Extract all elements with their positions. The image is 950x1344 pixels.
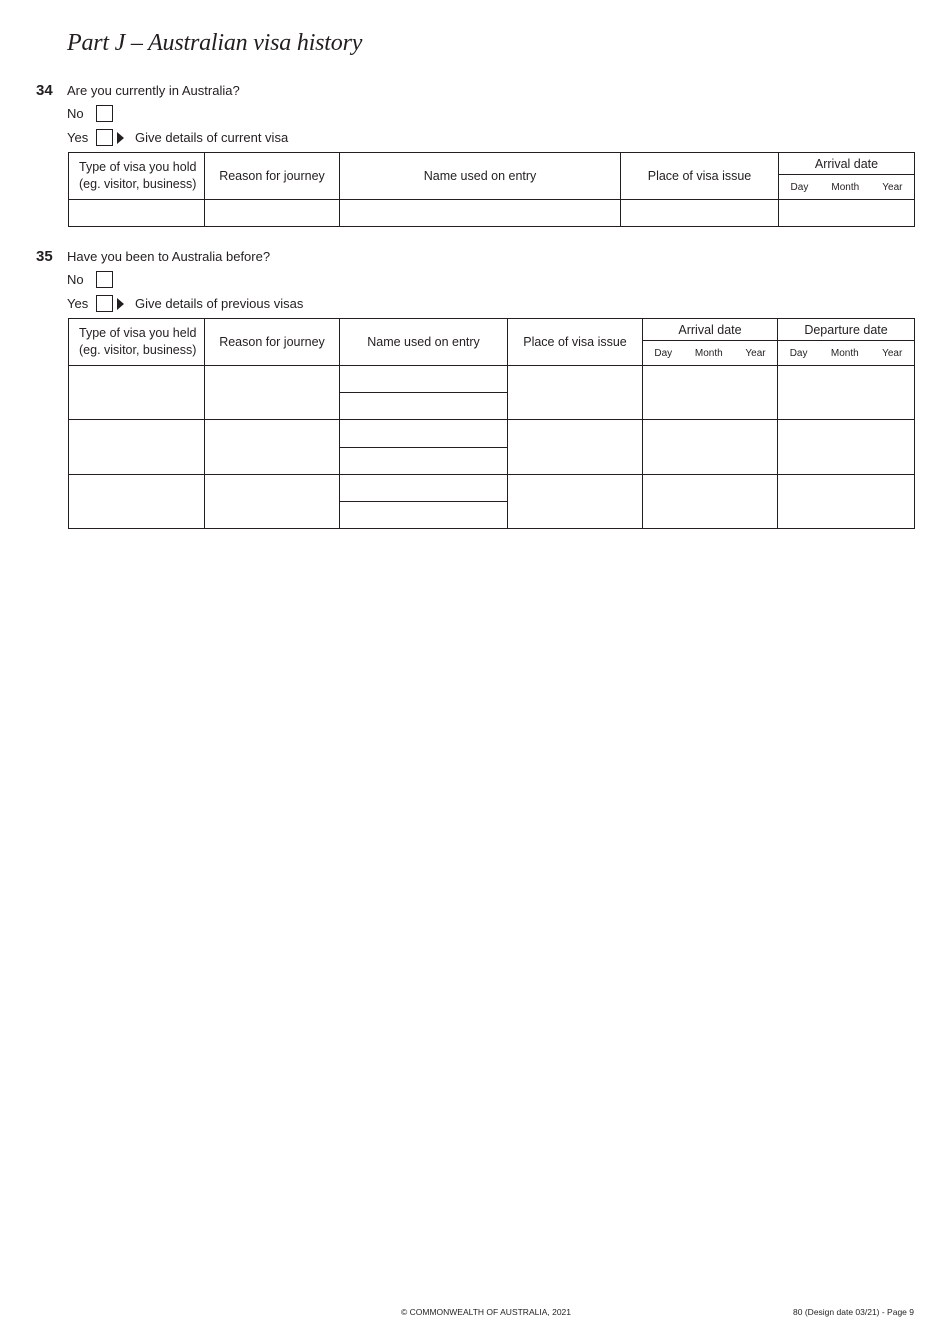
q34-yes-label: Yes	[67, 130, 89, 145]
input-reason[interactable]	[205, 200, 340, 227]
input-reason[interactable]	[205, 366, 340, 420]
input-visa-type[interactable]	[69, 420, 205, 475]
month-label: Month	[830, 347, 859, 359]
input-place-issue[interactable]	[508, 475, 643, 529]
name-used-cell	[340, 420, 508, 475]
input-place-issue[interactable]	[508, 420, 643, 475]
question-35-text: Have you been to Australia before?	[67, 249, 271, 264]
header-visa-type-line1: Type of visa you held	[79, 326, 197, 340]
month-label: Month	[831, 181, 860, 193]
header-name-used: Name used on entry	[340, 319, 508, 366]
input-reason[interactable]	[205, 420, 340, 475]
day-label: Day	[789, 347, 808, 359]
input-departure-date[interactable]	[778, 366, 915, 420]
footer-page-info: 80 (Design date 03/21) - Page 9	[793, 1307, 914, 1317]
input-arrival-date[interactable]	[779, 200, 915, 227]
input-name-used[interactable]	[340, 501, 507, 502]
year-label: Year	[745, 347, 766, 359]
year-label: Year	[882, 181, 903, 193]
q34-no-checkbox[interactable]	[96, 105, 113, 122]
q34-yes-checkbox[interactable]	[96, 129, 113, 146]
year-label: Year	[882, 347, 903, 359]
input-place-issue[interactable]	[508, 366, 643, 420]
header-visa-type-line2: (eg. visitor, business)	[79, 177, 197, 191]
question-35-number: 35	[36, 248, 53, 265]
header-visa-type-line1: Type of visa you hold	[79, 160, 197, 174]
input-arrival-date[interactable]	[643, 366, 778, 420]
departure-date-subheader	[778, 341, 915, 366]
q35-no-checkbox[interactable]	[96, 271, 113, 288]
day-label: Day	[790, 181, 809, 193]
input-name-used[interactable]	[340, 392, 507, 393]
q35-give-details: Give details of previous visas	[135, 296, 304, 311]
q35-no-label: No	[67, 272, 84, 287]
header-visa-type-line2: (eg. visitor, business)	[79, 343, 197, 357]
input-departure-date[interactable]	[778, 420, 915, 475]
input-visa-type[interactable]	[69, 200, 205, 227]
input-reason[interactable]	[205, 475, 340, 529]
q34-current-visa-table	[68, 152, 915, 227]
header-place-issue: Place of visa issue	[621, 153, 779, 200]
input-name-used[interactable]	[340, 200, 621, 227]
input-visa-type[interactable]	[69, 366, 205, 420]
header-arrival-date: Arrival date	[779, 153, 915, 175]
footer-copyright: © COMMONWEALTH OF AUSTRALIA, 2021	[401, 1307, 571, 1317]
month-label: Month	[694, 347, 723, 359]
input-arrival-date[interactable]	[643, 475, 778, 529]
input-visa-type[interactable]	[69, 475, 205, 529]
header-visa-type	[69, 319, 205, 366]
header-name-used: Name used on entry	[340, 153, 621, 200]
input-departure-date[interactable]	[778, 475, 915, 529]
header-arrival-date: Arrival date	[643, 319, 778, 341]
arrow-right-icon	[117, 298, 124, 310]
q34-give-details: Give details of current visa	[135, 130, 289, 145]
q35-yes-checkbox[interactable]	[96, 295, 113, 312]
q35-previous-visas-table	[68, 318, 915, 529]
question-34-number: 34	[36, 82, 53, 99]
page-title: Part J – Australian visa history	[67, 30, 363, 56]
input-arrival-date[interactable]	[643, 420, 778, 475]
name-used-cell	[340, 475, 508, 529]
header-visa-type	[69, 153, 205, 200]
table-row	[69, 420, 915, 475]
table-row	[69, 366, 915, 420]
header-reason: Reason for journey	[205, 153, 340, 200]
input-name-used[interactable]	[340, 447, 507, 448]
arrow-right-icon	[117, 132, 124, 144]
day-label: Day	[654, 347, 673, 359]
header-departure-date: Departure date	[778, 319, 915, 341]
header-reason: Reason for journey	[205, 319, 340, 366]
q34-no-label: No	[67, 106, 84, 121]
q35-yes-label: Yes	[67, 296, 89, 311]
name-used-cell	[340, 366, 508, 420]
table-row	[69, 475, 915, 529]
question-34-text: Are you currently in Australia?	[67, 83, 240, 98]
header-place-issue: Place of visa issue	[508, 319, 643, 366]
arrival-date-subheader	[643, 341, 778, 366]
arrival-date-subheader	[779, 175, 915, 200]
input-place-issue[interactable]	[621, 200, 779, 227]
